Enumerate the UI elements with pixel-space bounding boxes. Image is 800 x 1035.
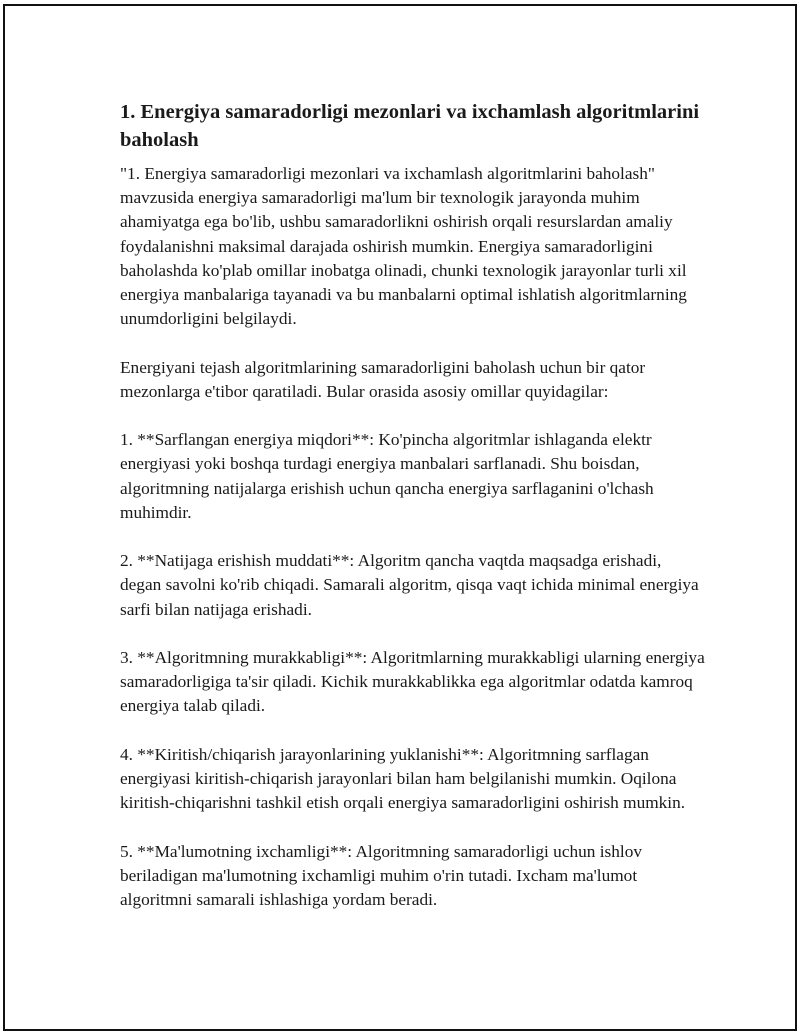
criterion-algorithm-complexity: 3. **Algoritmning murakkabligi**: Algoritmlarning murakkabligi ularning energiya samaradorligiga ta'sir qiladi. Kichik murakkablikka ega algoritmlar odatda kamroq energiya talab qiladi.: [120, 648, 705, 716]
document-title: 1. Energiya samaradorligi mezonlari va ixchamlash algoritmlarini baholash: [120, 101, 700, 151]
document-body: [120, 98, 705, 936]
criterion-io-load: 4. **Kiritish/chiqarish jarayonlarining yuklanishi**: Algoritmning sarflagan energiyasi kiritish-chiqarish jarayonlari bilan ham belgilanishi mumkin. Oqilona kiritish-chiqarishni tashkil etish orqali energiya samaradorligini oshirish mumkin.: [120, 744, 686, 813]
criteria-intro-paragraph: Energiyani tejash algoritmlarining samaradorligini baholash uchun bir qator mezonlarga e'tibor qaratiladi. Bular orasida asosiy omillar quyidagilar:: [120, 357, 646, 401]
criterion-time-to-result: 2. **Natijaga erishish muddati**: Algoritm qancha vaqtda maqsadga erishadi, degan savolni ko'rib chiqadi. Samarali algoritm, qisqa vaqt ichida minimal energiya sarfi bilan natijaga erishadi.: [120, 551, 699, 619]
intro-paragraph: "1. Energiya samaradorligi mezonlari va ixchamlash algoritmlarini baholash" mavzusida energiya samaradorligi ma'lum bir texnologik jarayonda muhim ahamiyatga ega bo'lib, ushbu samaradorlikni oshirish orqali resurslardan amaliy foydalanishni maksimal darajada oshirish mumkin. Energiya samaradorligini baholashda ko'plab omillar inobatga olinadi, chunki texnologik jarayonlar turli xil energiya manbalariga tayanadi va bu manbalarni optimal ishlatish algoritmlarning unumdorligini belgilaydi.: [120, 164, 687, 329]
criterion-energy-consumed: 1. **Sarflangan energiya miqdori**: Ko'pincha algoritmlar ishlaganda elektr energiyasi yoki boshqa turdagi energiya manbalari sarflanadi. Shu boisdan, algoritmning natijalarga erishish uchun qancha energiya sarflaganini o'lchash muhimdir.: [120, 430, 654, 522]
criterion-data-compactness: 5. **Ma'lumotning ixchamligi**: Algoritmning samaradorligi uchun ishlov beriladigan ma'lumotning ixchamligi muhim o'rin tutadi. Ixcham ma'lumot algoritmni samarali ishlashiga yordam beradi.: [120, 841, 642, 909]
page-frame: [3, 4, 797, 1031]
